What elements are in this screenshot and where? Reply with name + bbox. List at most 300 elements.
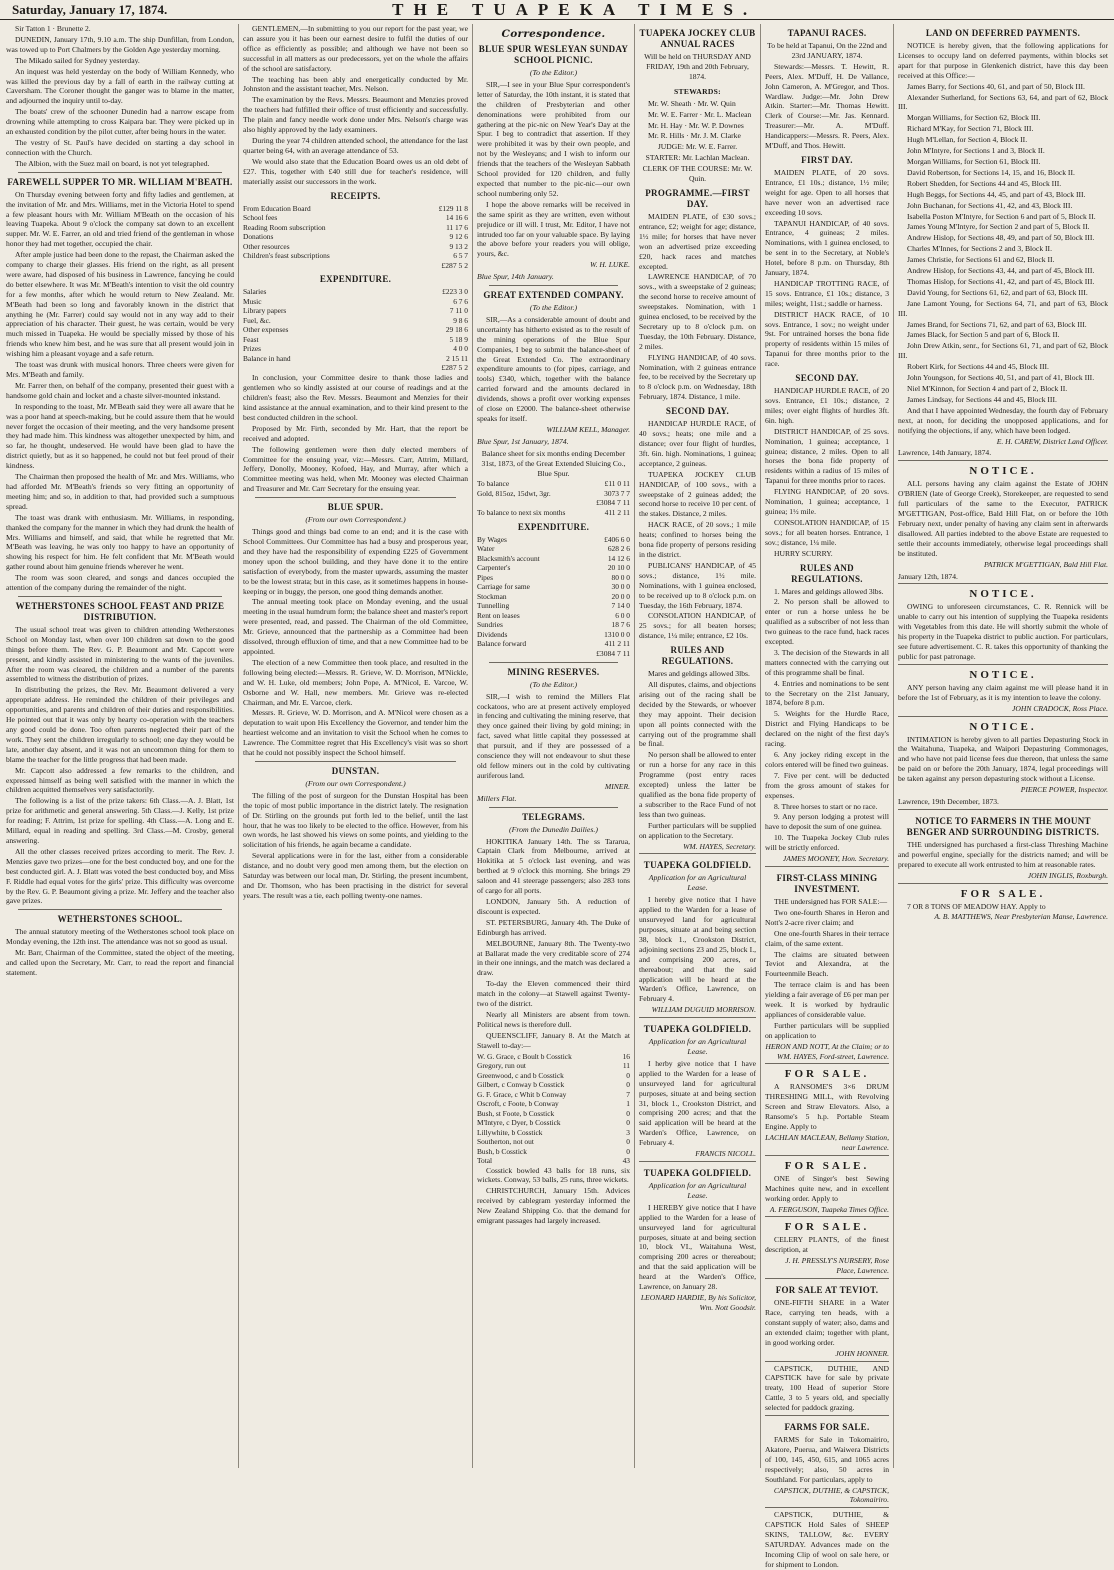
for-sale-heading: FOR SALE. — [960, 887, 1046, 900]
tapanui-second-day-heading: SECOND DAY. — [795, 373, 859, 384]
cattle-ad — [765, 1361, 889, 1414]
estate-notice-signature: PATRICK M'GETTIGAN, Bald Hill Flat. — [984, 559, 1108, 569]
receipts-heading: RECEIPTS. — [330, 190, 381, 201]
table-row — [477, 535, 630, 545]
correspondence-heading: Correspondence. — [501, 28, 606, 40]
balance-next-table — [477, 508, 630, 518]
wetherstones-feast-article — [6, 625, 234, 906]
estate-notice-date: January 12th, 1874. — [898, 571, 958, 581]
receipts-total-row — [243, 261, 468, 271]
row-item: Stockman — [477, 591, 507, 601]
clerk: CLERK OF THE COURSE: Mr. W. Quin. — [642, 164, 753, 184]
goldfield-heading: TUAPEKA GOLDFIELD. — [643, 860, 752, 871]
goldfield-ad-3 — [639, 1161, 756, 1313]
row-item: To balance to next six months — [477, 508, 566, 518]
paragraph: Morgan Williams, for Section 61, Block III. — [907, 156, 1041, 166]
tapanui-rules-heading: RULES AND REGULATIONS. — [791, 562, 863, 584]
newspaper-title: THE TUAPEKA TIMES. — [392, 0, 758, 19]
masthead — [0, 0, 1114, 20]
jockey-club-heading: TUAPEKA JOCKEY CLUB ANNUAL RACES — [639, 28, 756, 49]
table-row — [243, 213, 468, 223]
thresher-sale-body: A RANSOME'S 3×6 DRUM THRESHING MILL, with Revolving Screen and Straw Elevators. Also, a Ransome's 5 h.p. Portable Steam Engine. Apply to — [765, 1082, 889, 1132]
paragraph: The Mikado sailed for Sydney yesterday. — [15, 55, 140, 65]
report-close — [243, 373, 468, 494]
farms-body: FARMS for Sale in Tokomairiro, Akatore, Puerua, and Waiwera Districts of 100, 145, 450, 615, and 1065 acres respectively; also, 50 acres in Southland. For particulars, apply to — [765, 1435, 889, 1484]
row-amount: 2 15 11 — [446, 353, 468, 363]
farmers-heading: NOTICE TO FARMERS IN THE MOUNT BENGER AND SURROUNDING DISTRICTS. — [906, 815, 1100, 837]
divider — [18, 172, 222, 173]
row-item: Carriage for same — [477, 582, 530, 592]
receipts-table — [243, 204, 468, 261]
table-row — [243, 316, 468, 326]
row-amount: 4 0 0 — [453, 344, 468, 354]
teviot-ad — [765, 1278, 889, 1358]
tapanui-races-dates: To be held at Tapanui, On the 22nd and 23rd JANUARY, 1874. — [767, 41, 887, 60]
paragraph: HANDICAP TROTTING RACE, of 15 sovs. Entrance, £1 10s.; distance, 3 miles; weight, 11st.; saddle or harness. — [765, 278, 889, 308]
row-item: Prizes — [243, 344, 262, 354]
row-amount: 628 2 6 — [607, 544, 630, 554]
batsman: Oscroft, c Foote, b Conway — [477, 1099, 559, 1109]
runs: 0 — [626, 1080, 630, 1090]
paragraph: FLYING HANDICAP, of 20 sovs. Nomination, 1 guinea; acceptance, 1 guinea; 1½ mile. — [765, 487, 889, 516]
rules-list — [639, 669, 756, 840]
paragraph: PUBLICANS' HANDICAP, of 45 sovs.; distance, 1½ mile. Nominations, with 1 guinea enclosed, to be received up to 8 o'clock p.m. on Tuesday, the 16th February, 1874. — [639, 560, 756, 610]
paragraph: Mr. Farrer then, on behalf of the company, presented their guest with a handsome gold chain and locket and a chaste silver-mounted inkstand. — [6, 380, 234, 400]
paragraph: The following is a list of the prize takers: 6th Class.—A. J. Blatt, 1st prize for arithmetic and general answering. 5th Class.—J. Kelly, 1st prize for reading; F. Attrim, 1st prize for spelling. 4th Class.—A. Long and E. Millard, equal in reading and spelling. 3rd Class.—M. Crosby, general answering. — [6, 796, 234, 845]
divider — [489, 662, 618, 663]
picnic-heading: BLUE SPUR WESLEYAN SUNDAY SCHOOL PICNIC. — [478, 44, 629, 65]
starter: STARTER: Mr. Lachlan Maclean. — [645, 153, 750, 163]
mining-investment-body — [765, 897, 889, 1041]
paragraph: 5. Weights for the Hurdle Race, District and Flying Handicaps to be declared on the night of the first day's racing. — [765, 709, 889, 749]
row-item: Rent on leases — [477, 610, 520, 620]
paragraph: Things good and things bad come to an end; and it is the case with School Committees. Our Committee has had a busy and prosperous year, and they have had the responsibility of expending £225 of Government money upon the school building, and they have done it to the entire satisfaction of everybody, from the master upwards, assuming the master to be the lowest strata; but in this case, as it sometimes happens in house-keeping or in buggy, the person, one good thing demands another. — [243, 527, 468, 596]
column-5 — [760, 24, 893, 1569]
table-row — [477, 489, 630, 499]
wetherstones-feast-heading: WETHERSTONES SCHOOL FEAST AND PRIZE DISTRIBUTION. — [15, 600, 225, 622]
picnic-date: Blue Spur, 14th January. — [477, 272, 554, 282]
vegetable-notice-body: OWING to unforeseen circumstances, C. R. Rennick will be unable to carry out his intention of supplying the Tuapeka residents with Vegetables from this date. He will shortly submit the whole of his property in the Tuapeka district to public auction. For particulars, see future advertisement. C. R. takes this opportunity of thanking the public for past patronage. — [898, 602, 1108, 661]
great-extended-date: Blue Spur, 1st January, 1874. — [477, 436, 569, 446]
table-row — [477, 508, 630, 518]
table-row — [477, 479, 630, 489]
divider — [255, 497, 456, 498]
paragraph: James Black, for Section 5 and part of 6, Block II. — [907, 330, 1060, 340]
row-item: From Education Board — [243, 203, 311, 213]
table-row — [243, 354, 468, 364]
paragraph: David Young, for Sections 61, 62, and part of 63, Block III. — [907, 287, 1088, 297]
paragraph: The filling of the post of surgeon for the Dunstan Hospital has been the topic of most public importance in the district lately. The resignation of Dr. Stirling on the grounds put forth led to the belief, until the last hour, that he was too likely to be elected to the office. However, from his own words, he last showed his views on some points, and yielding to the solicitation of his friends, he again became a candidate. — [243, 790, 468, 850]
paragraph: David Robertson, for Sections 14, 15, and 16, Block II. — [907, 167, 1075, 177]
cradock-notice-body: ANY person having any claim against me will please hand it in before the 1st of February, as it is my intention to leave the colony. — [898, 682, 1108, 702]
goldfield-sub: Application for an Agricultural Lease. — [648, 1037, 747, 1057]
wetherstones-school-heading: WETHERSTONES SCHOOL. — [57, 914, 183, 925]
row-amount: 411 2 11 — [604, 508, 630, 518]
row-amount: 9 12 6 — [449, 232, 468, 241]
paragraph: 8. Three horses to start or no race. — [774, 801, 878, 811]
paragraph: Mr. Barr, Chairman of the Committee, stated the object of the meeting, and called upon the Secretary, Mr. Carr, to read the report and financial statement. — [6, 948, 234, 977]
paragraph: MELBOURNE, January 8th. The Twenty-two at Ballarat made the very creditable score of 274 in their one innings, and the match was declared a draw. — [477, 938, 630, 978]
row-item: Library papers — [243, 306, 287, 316]
row-amount: 3073 7 7 — [604, 488, 630, 498]
paragraph: Isabella Poston M'Intyre, for Section 6 and part of 5, Block II. — [907, 211, 1096, 221]
paragraph: HACK RACE, of 20 sovs.; 1 mile heats; confined to horses being the bona fide property of persons residing in the district. — [639, 520, 756, 559]
rules-heading: RULES AND REGULATIONS. — [661, 645, 734, 667]
farms-heading: FARMS FOR SALE. — [784, 1422, 870, 1433]
paragraph: The usual school treat was given to children attending Wetherstones School on Monday last, when over 100 children sat down to the good things before them. The Rev. G. P. Beaumont and Mr. Capcott were present, and kindly assisted in ministering to the wants of the juveniles. After the room was cleared, the children and a number of the parents assembled to witness the distribution of prizes. — [6, 624, 234, 684]
divider — [18, 909, 222, 910]
goldfield-heading: TUAPEKA GOLDFIELD. — [643, 1024, 752, 1035]
vegetable-notice — [898, 583, 1108, 661]
paragraph: Niel M'Kinnon, for Section 4 and part of 2, Block II. — [907, 384, 1068, 393]
paragraph: An inquest was held yesterday on the body of William Kennedy, who was killed the previous day by a fall of earth in the railway cutting at Caversham. The Coroner thought the ganger was to blame in the matter, and adjourned the inquiry until to-day. — [6, 66, 234, 106]
estate-notice — [898, 460, 1108, 581]
paragraph: Two one-fourth Shares in Heron and Nott's 2-acre river claim; and — [765, 907, 889, 927]
row-amount: 411 2 11 — [604, 639, 630, 649]
score-row — [477, 1052, 630, 1062]
farmers-body: THE undersigned has purchased a first-class Threshing Machine and powerful engine, specially for the districts named; and will be prepared to execute all work entrusted to him at reasonable rates. — [898, 839, 1108, 869]
blue-spur-heading: BLUE SPUR. — [327, 502, 384, 513]
picnic-signature: W. H. LUKE. — [589, 260, 630, 270]
paragraph: Richard M'Kay, for Section 71, Block III. — [907, 124, 1034, 134]
row-amount: £406 6 0 — [604, 534, 630, 544]
score-row — [477, 1071, 630, 1081]
score-row — [477, 1156, 630, 1166]
paragraph: Andrew Hislop, for Sections 43, 44, and part of 45, Block III. — [907, 266, 1095, 276]
paragraph: The following gentlemen were then duly elected members of Committee for the ensuing year, viz:—Messrs. Carr, Attrim, Millard, Jeffery, Donolly, Mooney, Kofoed, Hay, and Murray, after which a Committee meeting was held, when Mr. Mooney was elected Chairman and Treasurer and Mr. Carr Secretary for the ensuing year. — [243, 444, 468, 494]
paragraph: James Brand, for Sections 71, 62, and part of 63, Block III. — [907, 319, 1087, 329]
great-extended-letter — [477, 315, 630, 424]
teviot-body: ONE-FIFTH SHARE in a Water Race, carrying ten heads, with a constant supply of water; also, dams and an extended claim; together with plant, in good working order. — [765, 1298, 889, 1347]
paragraph: HOKITIKA January 14th. The ss Tararua, Captain Clark from Melbourne, arrived at Hokitika at 5 o'clock last evening, and was berthed at 9 o'clock this morning. She brings 29 saloon and 41 steerage passengers; also 283 tons of cargo for all ports. — [477, 836, 630, 896]
paragraph: TUAPEKA JOCKEY CLUB HANDICAP, of 100 sovs., with a sweepstake of 2 guineas added; the second horse to receive 10 per cent. of the stakes. Distance, 2 miles. — [639, 469, 756, 519]
paragraph: The room was soon cleared, and songs and dances occupied the attention of the company during the remainder of the night. — [6, 573, 234, 593]
row-item: Balance in hand — [243, 353, 291, 363]
tapanui-rules — [765, 587, 889, 854]
paragraph: MAIDEN PLATE, of £30 sovs.; entrance, £2; weight for age; distance, 1½ mile; for horses that have never won an advertised prize exceeding £20, hack races and matches excepted. — [639, 211, 756, 271]
issue-date: Saturday, January 17, 1874. — [12, 1, 168, 17]
runs: 16 — [622, 1051, 630, 1061]
paragraph: One one-fourth Shares in their terrace claim, of the same extent. — [765, 928, 889, 948]
wetherstones-school-article — [6, 927, 234, 978]
batsman: Gregory, run out — [477, 1061, 526, 1071]
sewing-machine-ad — [765, 1155, 889, 1215]
paragraph: The boats' crew of the schooner Dunedin had a narrow escape from drowning while attempting to cross Kaipara bar. They were picked up in an exhausted condition by the pilot cutter, after being hours in the water. — [6, 107, 234, 137]
expenses-total-row — [477, 649, 630, 659]
paragraph: ST. PETERSBURG, January 4th. The Duke of Edinburgh has arrived. — [477, 917, 630, 937]
table-row — [477, 573, 630, 583]
row-amount: 11 17 6 — [446, 222, 468, 232]
jockey-club-dates: Will be held on THURSDAY AND FRIDAY, 19th and 20th February, 1874. — [644, 52, 751, 81]
score-row — [477, 1128, 630, 1138]
paragraph: During the year 74 children attended school, the attendance for the last quarter being 64, with an average attendance of 53. — [243, 135, 468, 155]
paragraph: The teaching has been ably and energetically conducted by Mr. Johnston and the assistant teacher, Mrs. Nelson. — [243, 74, 468, 94]
paragraph: MAIDEN PLATE, of 20 sovs. Entrance, £1 10s.; distance, 1½ mile; weight for age. Open to all horses that have never won an advertised race exceeding 10 sovs. — [765, 167, 889, 217]
tapanui-second-day — [765, 386, 889, 558]
row-item: Other expenses — [243, 325, 289, 335]
tapanui-races-heading: TAPANUI RACES. — [787, 28, 867, 38]
paragraph: Robert Kirk, for Sections 44 and 45, Block III. — [907, 362, 1049, 372]
picnic-byline: (To the Editor.) — [529, 68, 578, 77]
paragraph: The terrace claim is and has been yielding a fair average of £6 per man per week. It is worked by hydraulic appliances of considerable value. — [765, 980, 889, 1019]
paragraph: THE undersigned has FOR SALE:— — [774, 896, 888, 906]
telegrams-byline: (From the Dunedin Dailies.) — [509, 824, 598, 834]
tapanui-first-day — [765, 168, 889, 369]
expenses-table — [477, 535, 630, 649]
notice-heading: NOTICE. — [969, 668, 1037, 681]
paragraph: The annual meeting took place on Monday evening, and the usual meeting in the usual humdrum form; the balance sheet and master's report were presented, read, and passed. The Chairman of the old Committee, Mr. Grieve, announced that the partnership as a Committee had been dissolved, through effluxion of time, and that a new Committee had to be appointed. — [243, 597, 468, 656]
land-date: Lawrence, 14th January, 1874. — [898, 448, 992, 458]
table-row — [243, 242, 468, 252]
table-row — [477, 544, 630, 554]
row-amount: 20 0 0 — [611, 591, 630, 601]
row-amount: 30 0 0 — [611, 582, 630, 592]
table-row — [243, 287, 468, 297]
farewell-heading: FAREWELL SUPPER TO MR. WILLIAM M'BEATH. — [7, 176, 233, 187]
row-item: Salaries — [243, 287, 267, 297]
notice-heading: NOTICE. — [969, 588, 1037, 601]
blue-spur-byline: (From our own Correspondent.) — [305, 515, 406, 525]
runs: 1 — [626, 1099, 630, 1109]
paragraph: John M'Intyre, for Sections 1 and 3, Block II. — [907, 146, 1045, 156]
paragraph: To-day the Eleven commenced their third match in the colony—at Stawell against Twenty-two of the district. — [477, 979, 630, 1009]
runs: 11 — [622, 1061, 630, 1071]
expenses-heading: EXPENDITURE. — [517, 521, 590, 532]
paragraph: James Young M'Intyre, for Section 2 and part of 5, Block II. — [907, 222, 1090, 232]
score-row — [477, 1090, 630, 1100]
paragraph: The vestry of St. Paul's have decided on starting a day school in connection with the Church. — [6, 137, 234, 157]
goldfield-sub: Application for an Agricultural Lease. — [648, 1181, 747, 1200]
paragraph: Morgan Williams, for Section 62, Block III. — [907, 113, 1041, 123]
row-amount: 7 11 0 — [449, 306, 468, 316]
row-item: Other resources — [243, 241, 290, 251]
telegrams-body — [477, 837, 630, 1051]
table-row — [243, 344, 468, 354]
paragraph: DUNEDIN, January 17th, 9.10 a.m. The ship Dunfillan, from London, was towed up to Port Chalmers by the Golden Age yesterday morning. — [6, 34, 234, 54]
cattle-body: CAPSTICK, DUTHIE, AND CAPSTICK have for sale by private treaty, 100 Head of superior Store Cattle, 3 to 5 years old, and specially selected for paddock grazing. — [765, 1363, 889, 1413]
paragraph: Thomas Hislop, for Sections 41, 42, and part of 45, Block III. — [907, 276, 1095, 286]
first-day-races — [639, 212, 756, 402]
paragraph: 1. Mares and geldings allowed 3lbs. — [774, 586, 884, 596]
celery-body: CELERY PLANTS, of the finest description, at — [765, 1235, 889, 1255]
paragraph: Nearly all Ministers are absent from town. Political news is therefore dull. — [477, 1009, 630, 1029]
paragraph: HURRY SCURRY. — [774, 548, 833, 558]
row-amount: 6 7 6 — [453, 296, 468, 306]
judge: JUDGE: Mr. W. E. Farrer. — [657, 142, 738, 152]
table-row — [477, 620, 630, 630]
table-row — [243, 325, 468, 335]
great-extended-heading: GREAT EXTENDED COMPANY. — [483, 290, 624, 301]
paragraph: The examination by the Revs. Messrs. Beaumont and Menzies proved the teachers had fulfilled their office of trust efficiently and successfully. The plain and fancy needle work done under Mrs. Nelson's charge was also highly approved by the lady examiners. — [243, 95, 468, 135]
telegrams-heading: TELEGRAMS. — [522, 811, 585, 822]
batsman: G. F. Grace, c Whit b Conway — [477, 1089, 567, 1099]
goldfield-sub: Application for an Agricultural Lease. — [648, 873, 747, 893]
paragraph: John Buchanan, for Sections 41, 42, and 43, Block III. — [907, 200, 1073, 210]
column-2 — [238, 24, 472, 1468]
teviot-heading: FOR SALE AT TEVIOT. — [775, 1285, 879, 1296]
column-6 — [893, 24, 1112, 1468]
paragraph: 10. The Tuapeka Jockey Club rules will be strictly enforced. — [765, 833, 889, 853]
programme-heading: PROGRAMME.—FIRST DAY. — [645, 187, 750, 209]
paragraph: We would also state that the Education Board owes us an old debt of £27. This, together with £40 still due for teacher's residence, will materially assist our successors in the work. — [243, 156, 468, 186]
row-amount: 9 13 2 — [449, 241, 468, 251]
score-row — [477, 1061, 630, 1071]
row-amount: £11 0 11 — [604, 479, 630, 489]
telegrams-end — [477, 1166, 630, 1226]
row-item: Donations — [243, 232, 274, 241]
paragraph: Jane Lamont Young, for Sections 64, 71, and part of 63, Block III. — [898, 298, 1108, 318]
notice-heading: NOTICE. — [969, 465, 1037, 478]
paragraph: Mr. W. Sheath · Mr. W. Quin — [648, 98, 736, 108]
tapanui-first-day-heading: FIRST DAY. — [801, 154, 853, 165]
score-row — [477, 1080, 630, 1090]
table-row — [243, 335, 468, 345]
paragraph: In responding to the toast, Mr. M'Beath said they were all aware that he was a poor hand at speech-making, but he could assure them that he would never forget the occasion of their meeting, and the very handsome present they had made him. This kindness was altogether unexpected by him, and so far, he thought, undeserved. He would have been glad to have the district quietly, but as it so happened, he could not but feel proud of their kindness. — [6, 401, 234, 471]
paragraph: The claims are situated between Teviot and Alexandra, at the Fourteenmile Beach. — [765, 949, 889, 979]
goldfield-body — [639, 1203, 756, 1292]
paragraph: No person shall be allowed to enter or run a horse for any race in this Programme (post entry races excepted) unless the latter be qualified as the bona fide property of a subscriber to the Race Fund of not less than two guineas. — [639, 750, 756, 819]
table-row — [243, 297, 468, 307]
paragraph: 9. Any person lodging a protest will have to deposit the sum of one guinea. — [765, 812, 889, 832]
column-1 — [2, 24, 238, 1468]
land-heading: LAND ON DEFERRED PAYMENTS. — [925, 28, 1081, 38]
paragraph: I hope the above remarks will be received in the same spirit as they are written, even without prejudice or ill will. I trust, Mr. Editor, I have not intruded too far on your valuable space. By laying the above before your readers you will oblige, yours, &c. — [477, 199, 630, 259]
paragraph: Several applications were in for the last, either from a considerable distance, and no doubt very good men among them, but the election on Saturday was between our local man, Dr. Stirling, the present incumbent, and Dr. Thomson, who has been practising in the district for several years. The result was a tie, each polling twenty-one names. — [243, 851, 468, 900]
row-item: Sundries — [477, 620, 503, 630]
row-item: Water — [477, 544, 495, 554]
row-item: Pipes — [477, 572, 494, 582]
row-amount: 9 8 6 — [453, 315, 468, 325]
divider — [18, 596, 222, 597]
row-item: Tunnelling — [477, 601, 510, 611]
paragraph: HANDICAP HURDLE RACE, of 20 sovs. Entrance, £1 10s.; distance, 2 miles; over eight flights of hurdles 3ft. 6in. high. — [765, 386, 889, 425]
row-amount: 6 5 7 — [453, 251, 468, 260]
batsman: Total — [477, 1156, 493, 1166]
table-row — [477, 601, 630, 611]
paragraph: Further particulars will be supplied on application to the Secretary. — [639, 820, 756, 840]
paragraph: In conclusion, your Committee desire to thank those ladies and gentlemen who so kindly assisted at our course of readings and at the children's feast; also the Rev. Messrs. Beaumont and Menzies for their kind assistance at the annual examination, and to their kind present to the best conducted children in the school. — [243, 373, 468, 422]
stewards-list — [639, 99, 756, 142]
paragraph: James Lindsay, for Sections 44 and 45, Block III. — [907, 394, 1057, 404]
row-item: Children's feast subscriptions — [243, 251, 330, 260]
hay-signature: A. B. MATTHEWS, Near Presbyterian Manse, Lawrence. — [934, 912, 1108, 922]
paragraph: Charles M'Innes, for Sections 2 and 3, Block II. — [907, 244, 1052, 254]
depasturing-notice-body: INTIMATION is hereby given to all parties Depasturing Stock in the Waitahuna, Tuapeka, and Waipori Depasturing Commonages, and who have not paid license fees due thereon, that unless the same be paid on or before the 20th January, 1874, legal proceedings will be taken against any person depasturing stock without a License. — [898, 734, 1108, 784]
row-amount: 14 12 6 — [607, 553, 630, 563]
cricket-scores-table — [477, 1052, 630, 1166]
thresher-sale-signature: LACHLAN MACLEAN, Bellamy Station, near Lawrence. — [765, 1133, 889, 1152]
runs: 0 — [626, 1137, 630, 1147]
paragraph: SIR,—I see in your Blue Spur correspondent's letter of Saturday, the 10th instant, it is stated that the children of Presbyterian and other denominations were prohibited from our gathering at the pic-nic on New Year's Day at the Spur. I beg to contradict that assertion. If they were prohibited it was by their own people, and not by the Wesleyans; and I wish to inform our friends that the teachers of the Wesleyan Sabbath School provided for 120 children, and fully expected that number to the pic-nic—our own school numbering only 52. — [477, 79, 630, 198]
paragraph: The election of a new Committee then took place, and resulted in the following being elected:—Messrs. R. Grieve, W. D. Morrison, M'Nickle, and W. H. Luke, old members; John Pope, A. M'Nicol, E. Varcoe, W. Osborne and W. Hall, new members. Mr. Grieve was re-elected Chairman, and Mr. E. Varcoe, clerk. — [243, 657, 468, 707]
secretary-signature: WM. HAYES, Secretary. — [683, 841, 756, 851]
paragraph: The Albion, with the Suez mail on board, is not yet telegraphed. — [15, 158, 210, 168]
estate-notice-body: ALL persons having any claim against the Estate of JOHN O'BRIEN (late of George Creek), Storekeeper, are requested to send full particulars of the same to the Executor, PATRICK M'GETTIGAN, Post-office, Bald Hill Flat, on or before the 10th February next, under penalty of having any claim sent in afterwards disallowed. All parties indebted to the above Estate are requested to settle their accounts immediately, otherwise legal proceedings shall be instituted. — [898, 479, 1108, 558]
land-intro: NOTICE is hereby given, that the following applications for Licenses to occupy land on deferred payments, within blocks set apart for that purpose in Glenkenich district, have this day been received at this Office:— — [898, 41, 1108, 80]
paragraph: I HEREBY give notice that I have applied to the Warden for a lease of unsurveyed land for agricultural purposes, situate at and being section 10, block VI., Waitahuna West, comprising 200 acres or thereabout; and that the said application will be heard at the Warden's Office, Lawrence, on January 28. — [639, 1202, 756, 1292]
tapanui-officials: Stewards:—Messrs. T. Hewitt, R. Peers, Alex. M'Duff, H. De Vallance, John Cameron, A. M'Gregor, and Thos. Wardlaw. Judge:—Mr. John Drew Atkin. Starter:—Mr. Thomas Hewitt. Clerk of Course:—Mr. Jas. Kennard. Treasurer:—Mr. A. M'Duff. Handicappers:—Messrs. R. Peers, Alex. M'Duff, and Thos. Hewitt. — [765, 61, 889, 151]
paragraph: Robert Shedden, for Sections 44 and 45, Block III. — [907, 178, 1062, 188]
paragraph: All disputes, claims, and objections arising out of the racing shall be decided by the Stewards, or whoever they may appoint. Their decision upon all points connected with the carrying out of the programme shall be final. — [639, 680, 756, 749]
thresher-sale-ad — [765, 1063, 889, 1152]
table-row — [243, 251, 468, 261]
mining-reserves-byline: (To the Editor.) — [529, 679, 578, 689]
divider — [255, 761, 456, 762]
great-extended-signature: WILLIAM KELL, Manager. — [546, 424, 630, 434]
for-sale-heading: FOR SALE. — [784, 1159, 870, 1172]
row-amount: 7 14 0 — [611, 601, 630, 611]
row-item: Reading Room subscription — [243, 222, 326, 232]
table-row — [243, 223, 468, 233]
paragraph: On Thursday evening between forty and fifty ladies and gentlemen, at the invitation of Mr. and Mrs. Williams, met in the Victoria Hotel to spend a few pleasant hours with Mr. William M'Beath on the occasion of his leaving Tuapeka. About 9 o'clock the company sat down to an excellent supper. Mr. W. E. Farrer, an old and tried friend of the gentleman in whose honor they had met together, occupied the chair. — [6, 189, 234, 249]
paragraph: CONSOLATION HANDICAP, of 25 sovs.; for all beaten horses; distance, 1¼ mile; entrance, £2 10s. — [639, 611, 756, 641]
sewing-machine-body: ONE of Singer's best Sewing Machines quite new, and in excellent working order. Apply to — [765, 1173, 889, 1203]
paragraph: Mr. Capcott also addressed a few remarks to the children, and expressed himself as being well satisfied with the manner in which the children acquitted themselves very satisfactorily. — [6, 765, 234, 795]
paragraph: 6. Any jockey riding except in the colors entered will be fined two guineas. — [765, 750, 889, 769]
teviot-signature: JOHN HONNER. — [835, 1348, 889, 1358]
row-item: Carpenter's — [477, 563, 511, 573]
for-sale-heading: FOR SALE. — [784, 1221, 870, 1234]
batsman: Gilbert, c Conway b Cosstick — [477, 1080, 565, 1090]
paragraph: CHRISTCHURCH, January 15th. Advices received by cablegram yesterday informed the New Zealand Shipping Co. that the demand for emigrant passages had largely increased. — [477, 1186, 630, 1226]
dunstan-byline: (From our own Correspondent.) — [305, 778, 406, 788]
table-row — [243, 232, 468, 242]
row-amount: 14 16 6 — [445, 213, 468, 222]
score-row — [477, 1147, 630, 1157]
celery-signature: J. H. PRESSLY'S NURSERY, Rose Place, Lawrence. — [785, 1256, 889, 1276]
paragraph: The toast was drank with enthusiasm. Mr. Williams, in responding, thanked the company for the manner in which they had drunk the health of Mrs. Williams and himself, and said, that while he regretted that Mr. M'Beath was leaving, he was only too happy to have an opportunity of showing his respect for him. He felt confident that Mr. M'Beath would gather round about him genuine friends wherever he went. — [6, 512, 234, 572]
score-row — [477, 1109, 630, 1119]
paragraph: John Drew Atkin, senr., for Sections 61, 71, and part of 62, Block III. — [898, 341, 1108, 361]
goldfield-heading: TUAPEKA GOLDFIELD. — [643, 1168, 752, 1178]
batsman: Lillywhite, b Cosstick — [477, 1127, 543, 1137]
batsman: Greenwood, c and b Cosstick — [477, 1070, 564, 1080]
farms-signature: CAPSTICK, DUTHIE, & CAPSTICK, Tokomairiro. — [773, 1485, 889, 1505]
farmers-notice — [898, 809, 1108, 881]
runs: 0 — [626, 1118, 630, 1128]
paragraph: FLYING HANDICAP, of 40 sovs. Nomination, with 2 guineas entrance fee, to be received by the Secretary up to 8 o'clock p.m. on Wednesday, 18th February, 1874. Distance, 1 mile. — [639, 352, 756, 402]
score-row — [477, 1118, 630, 1128]
paragraph: 2. No person shall be allowed to enter or run a horse unless he be qualified as a subscriber of not less than two guineas to the race fund, hack races excepted. — [765, 597, 889, 647]
paragraph: SIR,—As a considerable amount of doubt and uncertainty has hitherto existed as to the result of the mining operations of the Blue Spur Companies, I beg to submit the balance-sheet of the Great Extended Co. The extraordinary expenditure amounts to (for pipes, carriage, and tools) £340, which, together with the balance carried forward and the amounts declared in dividends, shows a profit over working expenses of close on £2000. The balance-sheet otherwise speaks for itself. — [477, 314, 630, 423]
hay-ad — [898, 883, 1108, 923]
paragraph: LAWRENCE HANDICAP, of 70 sovs., with a sweepstake of 2 guineas; the second horse to receive amount of sweepstakes. Nomination, with 1 guinea enclosed, to be received by the Secretary up to 8 o'clock p.m. on Tuesday, the 10th February. Distance, 2 miles. — [639, 272, 756, 351]
paragraph: I herby give notice that I have applied to the Warden for a lease of unsurveyed land for agricultural purposes, situate at and being section 31, block 1., Crookston District, and comprising 200 acres; and that the said application will be heard at the Warden's Office, Lawrence, on February 4. — [639, 1058, 756, 1148]
row-amount: 18 7 6 — [611, 620, 630, 630]
depasturing-notice-signature: PIERCE POWER, Inspector. — [1020, 785, 1108, 795]
table-row — [477, 563, 630, 573]
committee-report — [243, 24, 468, 187]
depasturing-notice-date: Lawrence, 19th December, 1873. — [898, 797, 999, 806]
table-row — [477, 592, 630, 602]
paragraph: 4. Entries and nominations to be sent to the Secretary on the 21st January, 1874, before 8 p.m. — [765, 678, 889, 708]
sewing-machine-signature: A. FERGUSON, Tuapeka Times Office. — [769, 1204, 889, 1214]
runs: 43 — [622, 1156, 630, 1166]
paragraph: Sir Tatton 1 · Brunette 2. — [15, 24, 91, 33]
cradock-notice — [898, 664, 1108, 714]
paragraph: Andrew Hislop, for Sections 48, 49, and part of 50, Block III. — [907, 233, 1095, 243]
paragraph: Further particulars will be supplied on application to — [765, 1020, 889, 1040]
column-3 — [472, 24, 634, 1468]
row-amount: 1310 0 0 — [604, 629, 630, 639]
mining-investment-ad — [765, 866, 889, 1062]
divider — [489, 285, 618, 286]
paragraph: CONSOLATION HANDICAP, of 15 sovs.; for all beaten horses. Entrance, 1 sov.; distance, 1¼ mile. — [765, 517, 889, 547]
expenditure-heading: EXPENDITURE. — [319, 274, 392, 285]
gold-table — [477, 479, 630, 498]
row-item: Gold, 815oz, 15dwt, 3gr. — [477, 488, 551, 498]
runs: 3 — [626, 1127, 630, 1137]
